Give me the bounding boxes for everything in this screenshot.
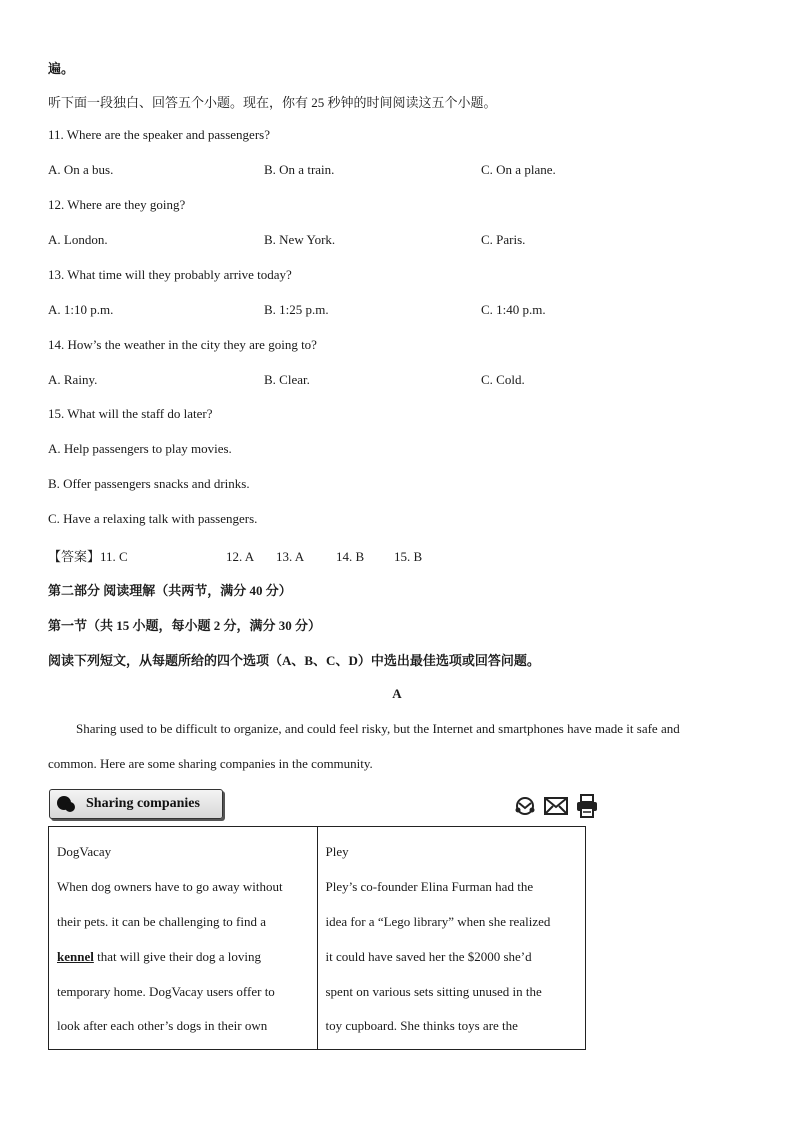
- pley-cell: [317, 827, 586, 1050]
- answer-item: 12. A: [226, 549, 255, 564]
- q11-option-c: C. On a plane.: [481, 162, 556, 177]
- answer-key: [48, 546, 422, 565]
- sharing-companies-banner: [49, 789, 223, 819]
- q14-option-b: B. Clear.: [264, 372, 310, 387]
- dogvacay-line-rest: that will give their dog a loving: [93, 949, 262, 964]
- print-icon[interactable]: [576, 794, 598, 822]
- bubble-icon: [56, 794, 76, 814]
- toolbar-icons: [514, 794, 598, 822]
- q13-option-b: B. 1:25 p.m.: [264, 302, 329, 317]
- answer-item: 15. B: [394, 549, 423, 564]
- question-13: 13. What time will they probably arrive today?: [48, 267, 292, 282]
- q11-option-b: B. On a train.: [264, 162, 335, 177]
- pley-line: toy cupboard. She thinks toys are the: [325, 1018, 518, 1033]
- answer-item: 13. A: [276, 549, 305, 564]
- dogvacay-line: look after each other’s dogs in their own: [57, 1018, 268, 1033]
- answer-label: 【答案】: [48, 549, 101, 564]
- pley-title: Pley: [325, 844, 349, 859]
- companies-table: [48, 826, 586, 1050]
- q15-option-c: C. Have a relaxing talk with passengers.: [48, 511, 258, 526]
- passage-line-2: common. Here are some sharing companies in the community.: [48, 756, 373, 771]
- pley-line: Pley’s co-founder Elina Furman had the: [325, 879, 534, 894]
- q13-option-c: C. 1:40 p.m.: [481, 302, 546, 317]
- q12-option-c: C. Paris.: [481, 232, 526, 247]
- q12-option-a: A. London.: [48, 232, 108, 247]
- question-14: 14. How’s the weather in the city they are going to?: [48, 337, 317, 352]
- pley-line: spent on various sets sitting unused in the: [325, 984, 542, 999]
- q11-option-a: A. On a bus.: [48, 162, 114, 177]
- dogvacay-line: [57, 949, 261, 965]
- banner-title: Sharing companies: [86, 796, 200, 811]
- dogvacay-line: temporary home. DogVacay users offer to: [57, 984, 275, 999]
- dogvacay-title: DogVacay: [57, 844, 112, 859]
- q15-option-b: B. Offer passengers snacks and drinks.: [48, 476, 250, 491]
- dogvacay-line: When dog owners have to go away without: [57, 879, 283, 894]
- listening-instruction: 听下面一段独白、回答五个小题。现在，你有 25 秒钟的时间阅读这五个小题。: [48, 95, 497, 110]
- answer-item: 14. B: [336, 549, 365, 564]
- dogvacay-cell: [49, 827, 318, 1050]
- share-icon[interactable]: [514, 795, 536, 821]
- q15-option-a: A. Help passengers to play movies.: [48, 441, 232, 456]
- q14-option-a: A. Rainy.: [48, 372, 98, 387]
- text-fragment: 遍。: [48, 61, 75, 76]
- part-two-heading: 第二部分 阅读理解（共两节，满分 40 分）: [48, 583, 292, 598]
- question-12: 12. Where are they going?: [48, 197, 186, 212]
- reading-instruction: 阅读下列短文，从每题所给的四个选项（A、B、C、D）中选出最佳选项或回答问题。: [48, 653, 540, 668]
- q14-option-c: C. Cold.: [481, 372, 525, 387]
- dogvacay-line: their pets. it can be challenging to find a: [57, 914, 267, 929]
- question-11: 11. Where are the speaker and passengers?: [48, 127, 270, 142]
- mail-icon[interactable]: [544, 796, 568, 820]
- pley-line: it could have saved her the $2000 she’d: [325, 949, 532, 964]
- passage-letter: A: [392, 686, 402, 701]
- passage-line-1: Sharing used to be difficult to organize, and could feel risky, but the Internet and smartphones have made it safe and: [76, 721, 680, 736]
- q12-option-b: B. New York.: [264, 232, 336, 247]
- answer-item: 11. C: [100, 549, 128, 564]
- section-one-heading: 第一节（共 15 小题，每小题 2 分，满分 30 分）: [48, 618, 322, 633]
- pley-line: idea for a “Lego library” when she realized: [325, 914, 551, 929]
- question-15: 15. What will the staff do later?: [48, 406, 213, 421]
- kennel-word: kennel: [57, 949, 94, 964]
- q13-option-a: A. 1:10 p.m.: [48, 302, 114, 317]
